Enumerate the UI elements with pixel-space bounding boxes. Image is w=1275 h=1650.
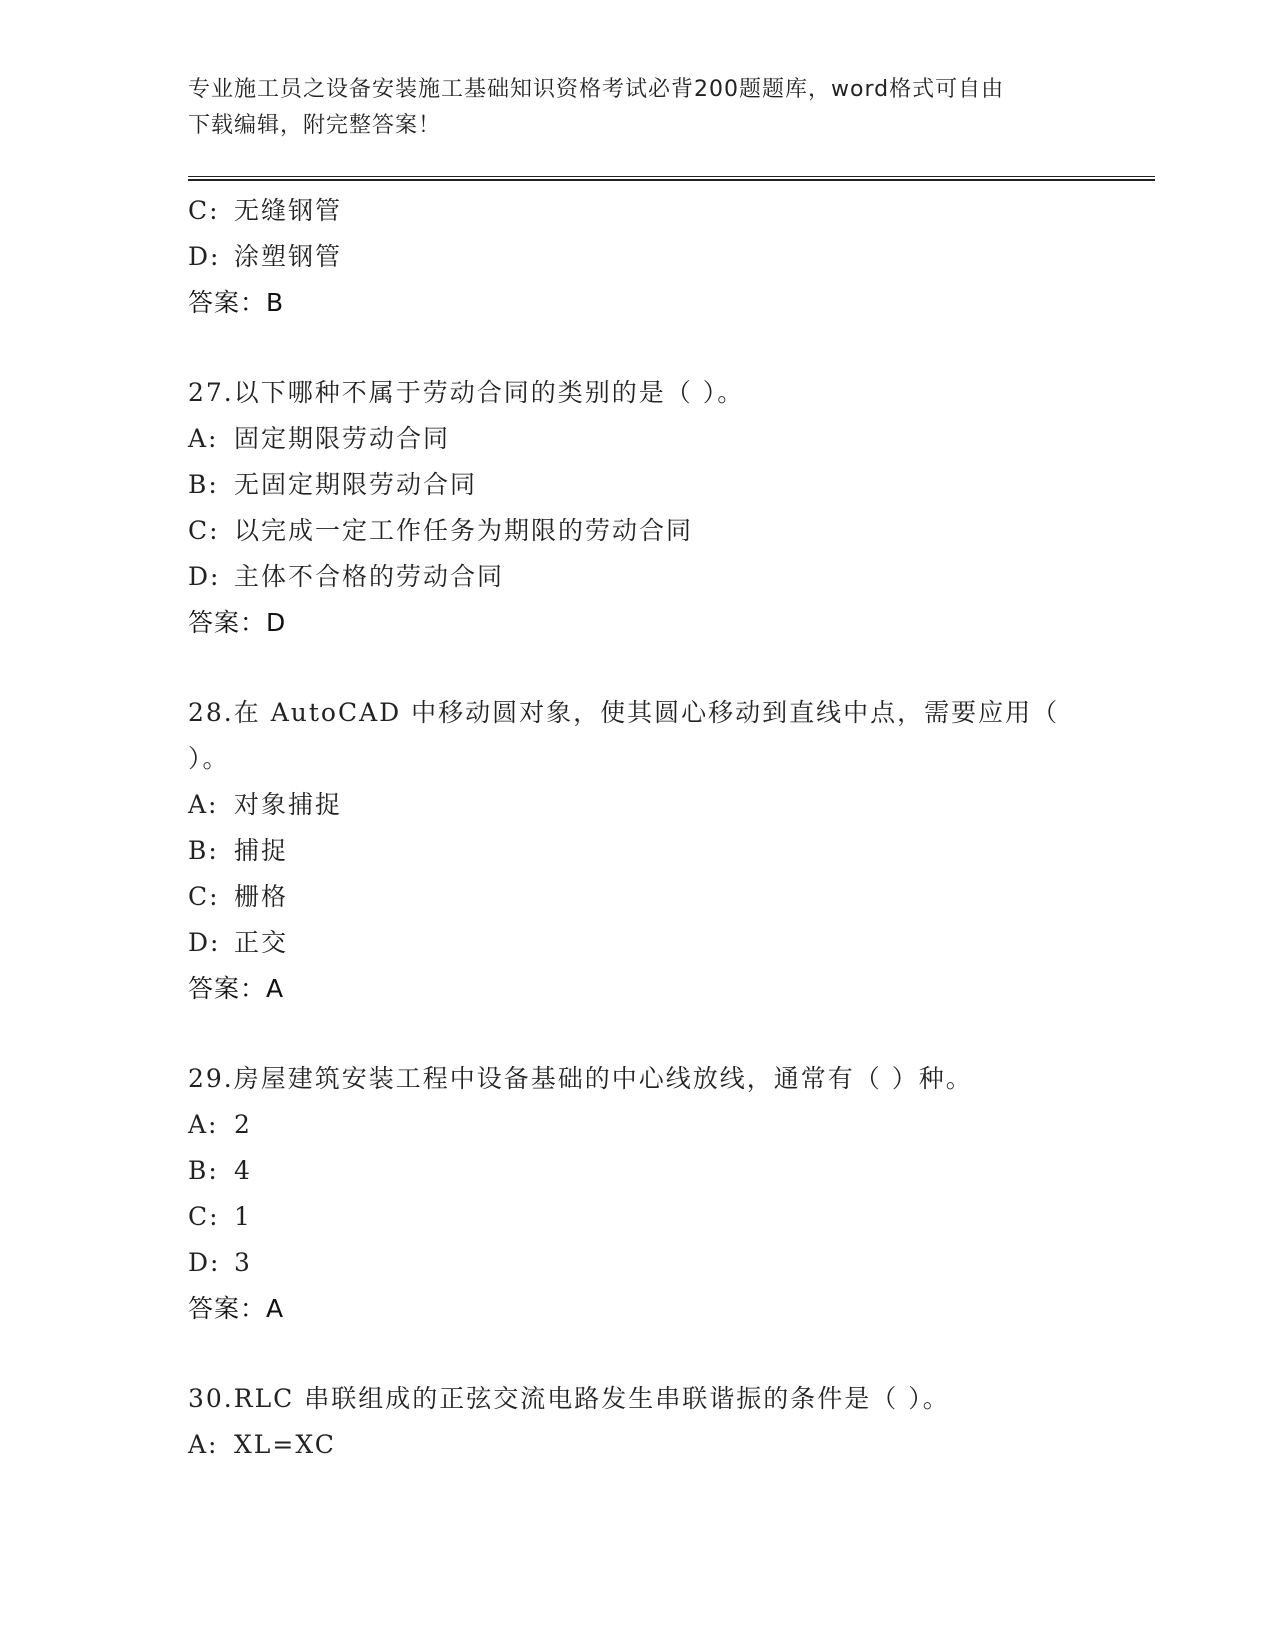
q27-option-b: [188, 462, 1148, 508]
option-text: 主体不合格的劳动合同: [234, 562, 505, 591]
q29-option-c: [188, 1194, 1148, 1240]
q27-option-d: [188, 554, 1148, 600]
option-label: A:: [188, 790, 219, 819]
q26-option-c: [188, 188, 1148, 234]
q28-option-c: [188, 874, 1148, 920]
option-text: 无固定期限劳动合同: [234, 470, 478, 499]
header-divider: [188, 176, 1155, 181]
option-label: A:: [188, 424, 219, 453]
q29-option-a: [188, 1102, 1148, 1148]
q29-question: 29.房屋建筑安装工程中设备基础的中心线放线，通常有（ ）种。: [188, 1064, 973, 1093]
option-text: 1: [234, 1202, 252, 1231]
document-body: [188, 188, 1148, 1468]
option-text: 正交: [234, 928, 289, 957]
option-text: 3: [234, 1248, 252, 1277]
option-text: XL=XC: [234, 1430, 336, 1459]
option-text: 涂塑钢管: [234, 242, 343, 271]
q29-option-d: [188, 1240, 1148, 1286]
option-label: B:: [188, 1156, 219, 1185]
option-label: C:: [188, 1202, 220, 1231]
header-title-line-1: 专业施工员之设备安装施工基础知识资格考试必背200题题库，word格式可自由: [188, 77, 1005, 102]
option-text: 4: [234, 1156, 252, 1185]
option-label: B:: [188, 836, 219, 865]
option-label: D:: [188, 562, 221, 591]
option-label: C:: [188, 196, 220, 225]
q27-option-a: [188, 416, 1148, 462]
q30-question: 30.RLC 串联组成的正弦交流电路发生串联谐振的条件是（ ）。: [188, 1384, 950, 1413]
q27-answer: 答案：D: [188, 608, 287, 637]
q28-question-line-2: ）。: [188, 744, 230, 773]
q28-option-a: [188, 782, 1148, 828]
option-label: C:: [188, 516, 220, 545]
option-text: 固定期限劳动合同: [234, 424, 451, 453]
option-label: D:: [188, 1248, 221, 1277]
option-label: B:: [188, 470, 219, 499]
q26-answer: 答案：B: [188, 288, 285, 317]
q28-option-d: [188, 920, 1148, 966]
option-label: A:: [188, 1430, 219, 1459]
spacer: [188, 646, 1148, 690]
document-header: [188, 72, 1068, 144]
option-label: A:: [188, 1110, 219, 1139]
option-text: 对象捕捉: [234, 790, 343, 819]
q29-option-b: [188, 1148, 1148, 1194]
spacer: [188, 1332, 1148, 1376]
q30-option-a: [188, 1422, 1148, 1468]
option-label: D:: [188, 242, 221, 271]
option-label: C:: [188, 882, 220, 911]
option-text: 2: [234, 1110, 252, 1139]
option-text: 以完成一定工作任务为期限的劳动合同: [234, 516, 694, 545]
spacer: [188, 326, 1148, 370]
q27-option-c: [188, 508, 1148, 554]
header-title-line-2: 下载编辑，附完整答案！: [188, 113, 442, 138]
q28-question-line-1: 28.在 AutoCAD 中移动圆对象，使其圆心移动到直线中点，需要应用（: [188, 698, 1060, 727]
option-text: 捕捉: [234, 836, 289, 865]
option-label: D:: [188, 928, 221, 957]
q28-answer: 答案：A: [188, 974, 285, 1003]
option-text: 无缝钢管: [234, 196, 343, 225]
q26-option-d: [188, 234, 1148, 280]
q29-answer: 答案：A: [188, 1294, 285, 1323]
q27-question: 27.以下哪种不属于劳动合同的类别的是（ ）。: [188, 378, 745, 407]
spacer: [188, 1012, 1148, 1056]
option-text: 栅格: [234, 882, 289, 911]
q28-option-b: [188, 828, 1148, 874]
